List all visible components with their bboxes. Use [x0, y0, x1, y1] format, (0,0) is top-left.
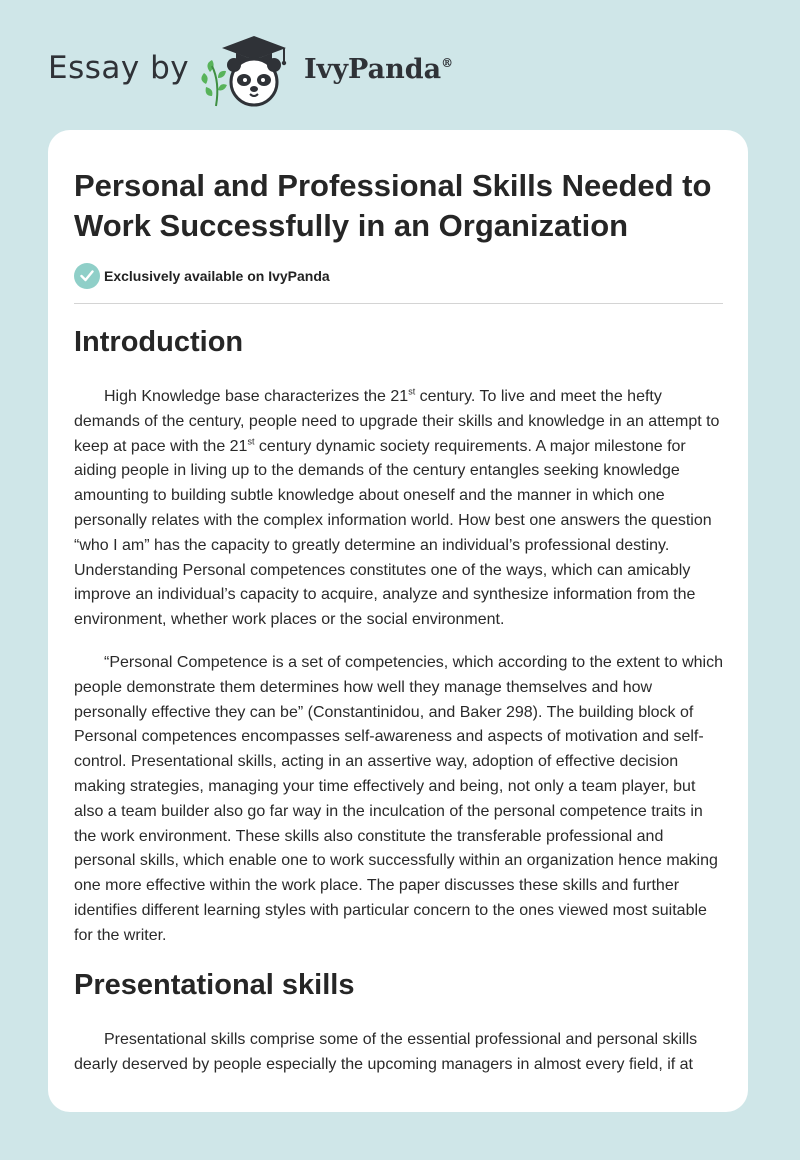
- check-circle-icon: [74, 263, 100, 289]
- paragraph: “Personal Competence is a set of competencies, which according to the extent to which people demonstrate them determines how well they manage themselves and how personally effective they can be” (Constantinidou, and Baker 298). The building block of Personal competences encompasses self-awareness and aspects of motivation and self-control. Presentational skills, acting in an assertive way, adoption of effective decision making strategies, managing your time effectively and being, not only a team player, but also a team builder also go far way in the inculcation of the personal competence traits in the work environment. These skills also constitute the transferable professional and personal skills, which enable one to work successfully within an organization hence making one more effective within the work place. The paper discusses these skills and further identifies different learning styles with particular concern to the ones viewed most suitable for the writer.: [74, 654, 723, 944]
- section-heading-introduction: Introduction: [74, 326, 244, 358]
- essay-title: Personal and Professional Skills Needed to Work Successfully in an Organization: [74, 168, 712, 243]
- section-heading-presentational-skills: Presentational skills: [74, 969, 355, 1001]
- brand-name[interactable]: IvyPanda®: [304, 54, 454, 85]
- paragraph: Presentational skills comprise some of the essential professional and personal skills dearly deserved by people especially the upcoming managers in almost every field, if at: [74, 1031, 698, 1073]
- essay-card: [48, 130, 748, 1112]
- exclusive-label: Exclusively available on IvyPanda: [104, 268, 330, 284]
- site-header: [48, 30, 748, 110]
- paragraph: High Knowledge base characterizes the 21st century. To live and meet the hefty demands of the century, people need to upgrade their skills and knowledge in an attempt to keep at pace with the 21st century dynamic society requirements. A major milestone for aiding people in living up to the demands of the century entangles seeking knowledge amounting to building subtle knowledge about oneself and the manner in which one personally relates with the complex information world. How best one answers the question “who I am” has the capacity to greatly determine an individual’s professional destiny. Understanding Personal competences constitutes one of the ways, which can amicably improve an individual’s capacity to acquire, analyze and synthesize information from the environment, whether work places or the social environment.: [74, 386, 720, 629]
- exclusive-badge: [74, 263, 474, 289]
- essay-by-label: Essay by: [48, 50, 190, 86]
- divider: [74, 303, 723, 304]
- panda-graduate-icon[interactable]: [198, 32, 298, 112]
